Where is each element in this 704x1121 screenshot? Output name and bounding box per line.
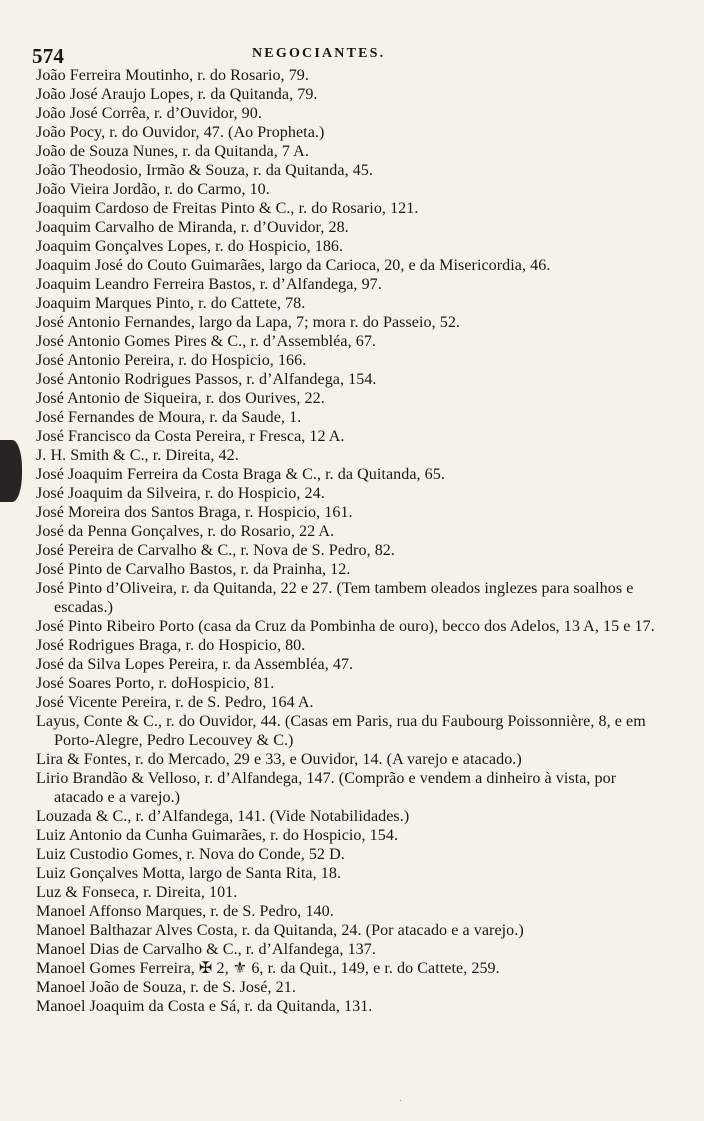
merchant-entry: João Theodosio, Irmão & Souza, r. da Quitanda, 45. xyxy=(36,162,373,179)
merchant-entry: Joaquim José do Couto Guimarães, largo da Carioca, 20, e da Misericordia, 46. xyxy=(36,257,551,274)
merchant-entry: José Francisco da Costa Pereira, r Fresca, 12 A. xyxy=(36,428,345,445)
merchant-entry: Joaquim Leandro Ferreira Bastos, r. d’Alfandega, 97. xyxy=(36,276,382,293)
page-header xyxy=(32,44,652,66)
merchant-entry: José Antonio Rodrigues Passos, r. d’Alfandega, 154. xyxy=(36,371,377,388)
merchant-entry: Manoel Balthazar Alves Costa, r. da Quitanda, 24. (Por atacado e a varejo.) xyxy=(36,922,524,939)
merchant-entry: Manoel Affonso Marques, r. de S. Pedro, 140. xyxy=(36,903,334,920)
merchant-entry: José Joaquim Ferreira da Costa Braga & C., r. da Quitanda, 65. xyxy=(36,466,445,483)
paper-speck: · xyxy=(399,1096,403,1107)
merchant-entry: Manoel Gomes Ferreira, ✠ 2, ⚜ 6, r. da Quit., 149, e r. do Cattete, 259. xyxy=(36,960,500,977)
merchant-entry: Manoel Dias de Carvalho & C., r. d’Alfandega, 137. xyxy=(36,941,376,958)
merchant-entry: Luiz Custodio Gomes, r. Nova do Conde, 52 D. xyxy=(36,846,345,863)
merchant-entry: José Rodrigues Braga, r. do Hospicio, 80. xyxy=(36,637,306,654)
merchant-entry: João Vieira Jordão, r. do Carmo, 10. xyxy=(36,181,270,198)
merchant-entry: José Joaquim da Silveira, r. do Hospicio, 24. xyxy=(36,485,325,502)
merchant-entry: Luz & Fonseca, r. Direita, 101. xyxy=(36,884,238,901)
merchant-entry: Louzada & C., r. d’Alfandega, 141. (Vide Notabilidades.) xyxy=(36,808,410,825)
merchant-entry: João Pocy, r. do Ouvidor, 47. (Ao Propheta.) xyxy=(36,124,325,141)
merchant-entry: José Moreira dos Santos Braga, r. Hospicio, 161. xyxy=(36,504,353,521)
merchant-entry: José Pereira de Carvalho & C., r. Nova de S. Pedro, 82. xyxy=(36,542,395,559)
merchant-entry: José Antonio Pereira, r. do Hospicio, 166. xyxy=(36,352,307,369)
merchant-entry: José Fernandes de Moura, r. da Saude, 1. xyxy=(36,409,302,426)
merchant-entry: José Soares Porto, r. doHospicio, 81. xyxy=(36,675,275,692)
merchant-entry: José da Silva Lopes Pereira, r. da Assembléa, 47. xyxy=(36,656,354,673)
merchant-entry: Layus, Conte & C., r. do Ouvidor, 44. (Casas em Paris, rua du Faubourg Poissonnière, 8, e em Porto-Alegre, Pedro Lecouvey & C.) xyxy=(36,713,646,749)
merchant-entry: Lirio Brandão & Velloso, r. d’Alfandega, 147. (Comprão e vendem a dinheiro à vista, por atacado e a varejo.) xyxy=(36,770,617,806)
merchant-entry: Joaquim Cardoso de Freitas Pinto & C., r. do Rosario, 121. xyxy=(36,200,419,217)
binding-mark xyxy=(0,440,22,502)
merchant-list xyxy=(36,66,661,1016)
running-title: NEGOCIANTES. xyxy=(252,46,386,61)
merchant-entry: José Pinto d’Oliveira, r. da Quitanda, 22 e 27. (Tem tambem oleados inglezes para soalhos e escadas.) xyxy=(36,580,634,616)
merchant-entry: Joaquim Marques Pinto, r. do Cattete, 78. xyxy=(36,295,306,312)
merchant-entry: Joaquim Carvalho de Miranda, r. d’Ouvidor, 28. xyxy=(36,219,349,236)
merchant-entry: Lira & Fontes, r. do Mercado, 29 e 33, e Ouvidor, 14. (A varejo e atacado.) xyxy=(36,751,522,768)
merchant-entry: João José Corrêa, r. d’Ouvidor, 90. xyxy=(36,105,262,122)
merchant-entry: Joaquim Gonçalves Lopes, r. do Hospicio, 186. xyxy=(36,238,344,255)
merchant-entry: José da Penna Gonçalves, r. do Rosario, 22 A. xyxy=(36,523,335,540)
merchant-entry: João Ferreira Moutinho, r. do Rosario, 79. xyxy=(36,67,309,84)
merchant-entry: José Antonio Gomes Pires & C., r. d’Assembléa, 67. xyxy=(36,333,377,350)
merchant-entry: Manoel João de Souza, r. de S. José, 21. xyxy=(36,979,296,996)
merchant-entry: Manoel Joaquim da Costa e Sá, r. da Quitanda, 131. xyxy=(36,998,373,1015)
merchant-entry: José Antonio de Siqueira, r. dos Ourives, 22. xyxy=(36,390,325,407)
merchant-entry: João de Souza Nunes, r. da Quitanda, 7 A. xyxy=(36,143,309,160)
merchant-entry: Luiz Gonçalves Motta, largo de Santa Rita, 18. xyxy=(36,865,342,882)
merchant-entry: Luiz Antonio da Cunha Guimarães, r. do Hospicio, 154. xyxy=(36,827,399,844)
merchant-entry: José Antonio Fernandes, largo da Lapa, 7; mora r. do Passeio, 52. xyxy=(36,314,461,331)
merchant-entry: José Vicente Pereira, r. de S. Pedro, 164 A. xyxy=(36,694,314,711)
merchant-entry: J. H. Smith & C., r. Direita, 42. xyxy=(36,447,239,464)
merchant-entry: José Pinto de Carvalho Bastos, r. da Prainha, 12. xyxy=(36,561,351,578)
page-number: 574 xyxy=(32,44,65,68)
merchant-entry: João José Araujo Lopes, r. da Quitanda, 79. xyxy=(36,86,318,103)
merchant-entry: José Pinto Ribeiro Porto (casa da Cruz da Pombinha de ouro), becco dos Adelos, 13 A, 15 e 17. xyxy=(36,618,655,635)
